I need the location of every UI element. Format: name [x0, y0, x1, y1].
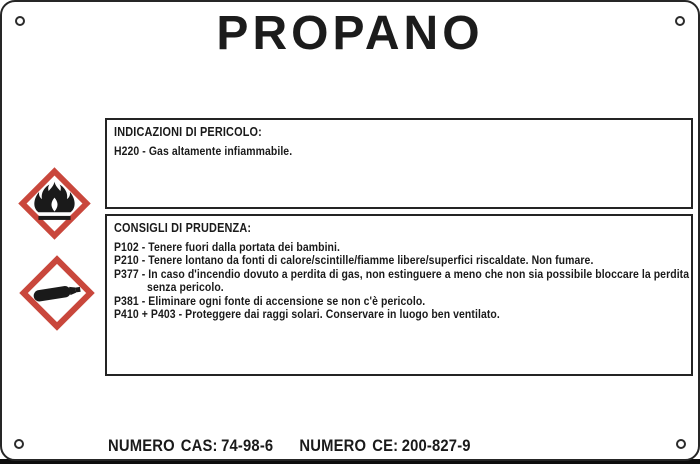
sign-title: PROPANO — [216, 7, 484, 60]
ce-number-label: NUMERO CE: — [299, 436, 399, 455]
mounting-hole-bottom-left — [14, 439, 24, 449]
precaution-statement-p377: P377 - In caso d'incendio dovuto a perdita di gas, non estinguere a meno che non sia possibile bloccare la perdita senza pericolo. — [114, 266, 690, 295]
precaution-statement-p210: P210 - Tenere lontano da fonti di calore/scintille/fiamme libere/superfici riscaldate. Non fumare. — [114, 253, 594, 268]
precaution-statement-p410-p403: P410 + P403 - Proteggere dai raggi solari. Conservare in luogo ben ventilato. — [114, 307, 500, 322]
precaution-statements-box — [105, 214, 693, 376]
precaution-statement-p381: P381 - Eliminare ogni fonte di accensione se non c'è pericolo. — [114, 293, 426, 308]
hazard-statements-box — [105, 118, 693, 209]
flame-icon — [18, 167, 91, 240]
ghs-flame-pictogram — [18, 167, 91, 240]
precaution-statement-p102: P102 - Tenere fuori dalla portata dei bambini. — [114, 240, 341, 254]
gas-cylinder-icon — [19, 255, 95, 331]
hazard-box-header: INDICAZIONI DI PERICOLO: — [114, 125, 262, 139]
precaution-box-header: CONSIGLI DI PRUDENZA: — [114, 221, 252, 235]
hazard-statement-h220: H220 - Gas altamente infiammabile. — [114, 144, 293, 158]
mounting-hole-bottom-right — [676, 439, 686, 449]
cas-number-value: 74-98-6 — [221, 436, 274, 455]
cas-number-label: NUMERO CAS: — [108, 436, 218, 455]
registry-numbers — [108, 436, 471, 456]
ghs-gas-cylinder-pictogram — [19, 255, 95, 331]
ce-number-value: 200-827-9 — [401, 436, 471, 455]
